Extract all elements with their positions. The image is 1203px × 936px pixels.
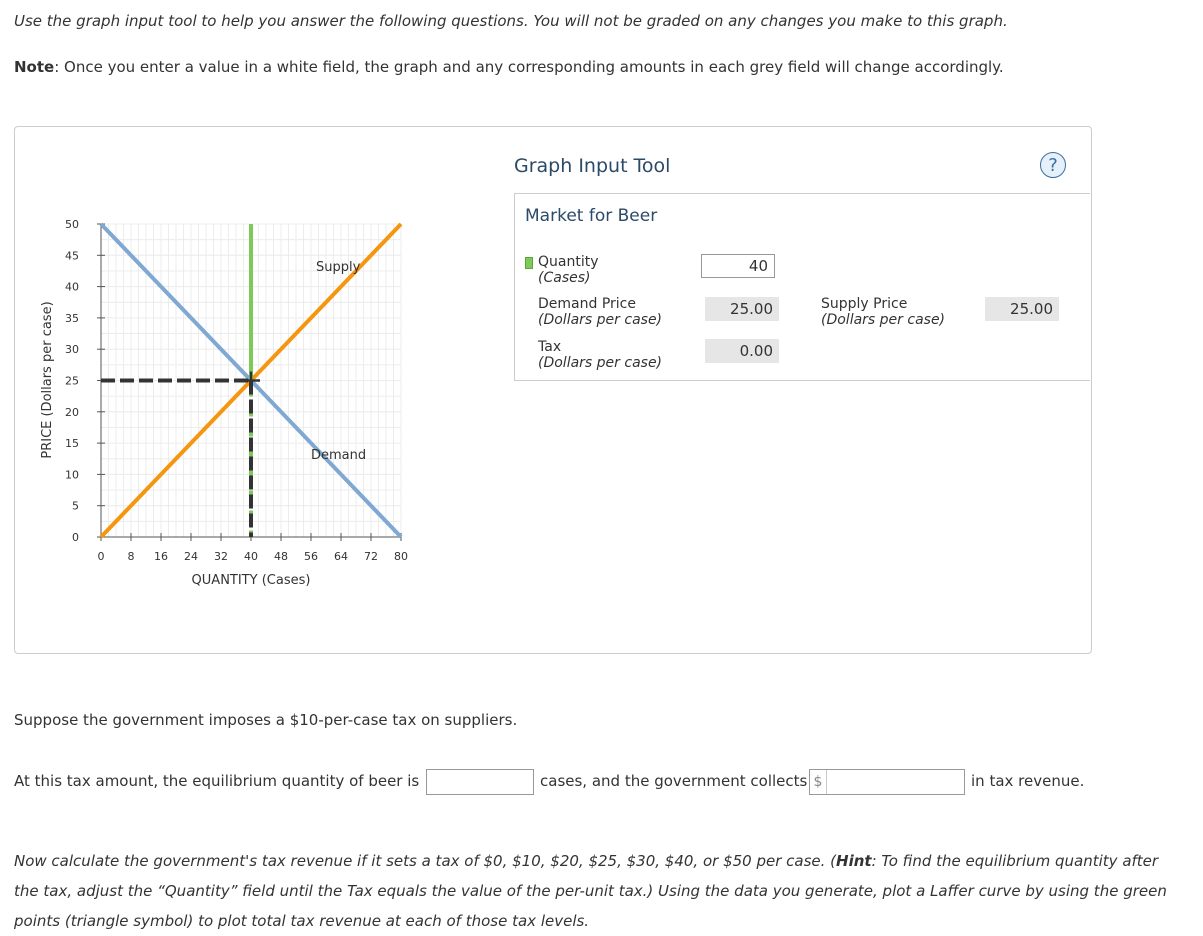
y-tick-label: 40 <box>65 280 79 294</box>
supply-price-unit: (Dollars per case) <box>821 312 946 328</box>
quantity-label <box>538 254 599 286</box>
supply-price-label-text: Supply Price <box>821 296 908 312</box>
x-tick-label: 64 <box>334 550 348 563</box>
instructions-text: Use the graph input tool to help you answer the following questions. You will not be graded on any changes you make to this graph. <box>14 12 1008 30</box>
question-equilibrium-prefix: At this tax amount, the equilibrium quantity of beer is <box>14 772 420 790</box>
quantity-input[interactable]: 40 <box>701 254 775 278</box>
tax-value: 0.00 <box>705 339 779 363</box>
note-text <box>14 58 1004 76</box>
supply-curve-label: Supply <box>316 260 361 275</box>
equilibrium-quantity-input[interactable] <box>426 769 534 795</box>
x-tick-label: 32 <box>214 550 228 563</box>
x-tick-label: 0 <box>97 550 105 563</box>
question-tax: Suppose the government imposes a $10-per-case tax on suppliers. <box>14 711 518 729</box>
hint-part1: Now calculate the government's tax revenue if it sets a tax of $0, $10, $20, $25, $30, $40, or $50 per case. ( <box>14 852 837 870</box>
x-tick-label: 48 <box>274 550 288 563</box>
y-tick-label: 35 <box>65 311 79 325</box>
demand-price-label <box>538 296 662 328</box>
x-tick-label: 80 <box>394 550 408 563</box>
question-equilibrium-middle: cases, and the government collects <box>540 772 808 790</box>
y-tick-label: 5 <box>72 499 79 513</box>
y-tick-label: 10 <box>65 468 79 482</box>
market-chart[interactable] <box>30 205 430 595</box>
y-tick-label: 0 <box>72 531 79 544</box>
quantity-unit: (Cases) <box>538 270 591 286</box>
demand-price-unit: (Dollars per case) <box>538 312 663 328</box>
note-label: Note <box>14 58 55 76</box>
question-equilibrium-suffix: in tax revenue. <box>971 772 1085 790</box>
note-body: : Once you enter a value in a white field, the graph and any corresponding amounts in each grey field will change accordingly. <box>54 58 1004 76</box>
tax-label-text: Tax <box>538 339 562 355</box>
tool-title: Graph Input Tool <box>514 155 671 177</box>
supply-price-label <box>821 296 945 328</box>
x-tick-label: 72 <box>364 550 378 563</box>
demand-price-label-text: Demand Price <box>538 296 636 312</box>
y-tick-label: 45 <box>65 249 79 263</box>
x-tick-label: 24 <box>184 550 198 563</box>
x-tick-label: 40 <box>244 550 258 563</box>
y-tick-label: 30 <box>65 343 79 357</box>
y-tick-label: 25 <box>65 374 79 388</box>
tax-label <box>538 339 662 371</box>
hint-part2: : To find the equilibrium quantity after the tax, adjust the “Quantity” field until the Tax equals the value of the per-unit tax.) Using the data you generate, plot a Laffer curve by using the green points (triangle symbol) to plot total tax revenue at each of those tax levels. <box>14 852 1167 930</box>
tax-unit: (Dollars per case) <box>538 355 663 371</box>
supply-price-value: 25.00 <box>985 297 1059 321</box>
x-axis-label: QUANTITY (Cases) <box>191 573 311 588</box>
x-tick-label: 8 <box>127 550 135 563</box>
x-tick-label: 16 <box>154 550 168 563</box>
x-tick-label: 56 <box>304 550 318 563</box>
y-tick-label: 50 <box>65 218 79 231</box>
quantity-color-swatch <box>525 257 533 269</box>
y-axis-label: PRICE (Dollars per case) <box>40 301 55 459</box>
y-tick-label: 15 <box>65 437 79 451</box>
demand-curve-label: Demand <box>311 448 367 463</box>
market-title: Market for Beer <box>525 206 658 226</box>
laffer-instructions <box>14 846 1174 936</box>
y-tick-label: 20 <box>65 405 79 419</box>
currency-prefix: $ <box>810 770 827 794</box>
tax-revenue-input[interactable] <box>809 769 965 795</box>
hint-label: Hint <box>836 852 872 870</box>
help-button[interactable]: ? <box>1040 152 1066 178</box>
demand-price-value: 25.00 <box>705 297 779 321</box>
quantity-label-text: Quantity <box>538 254 599 270</box>
